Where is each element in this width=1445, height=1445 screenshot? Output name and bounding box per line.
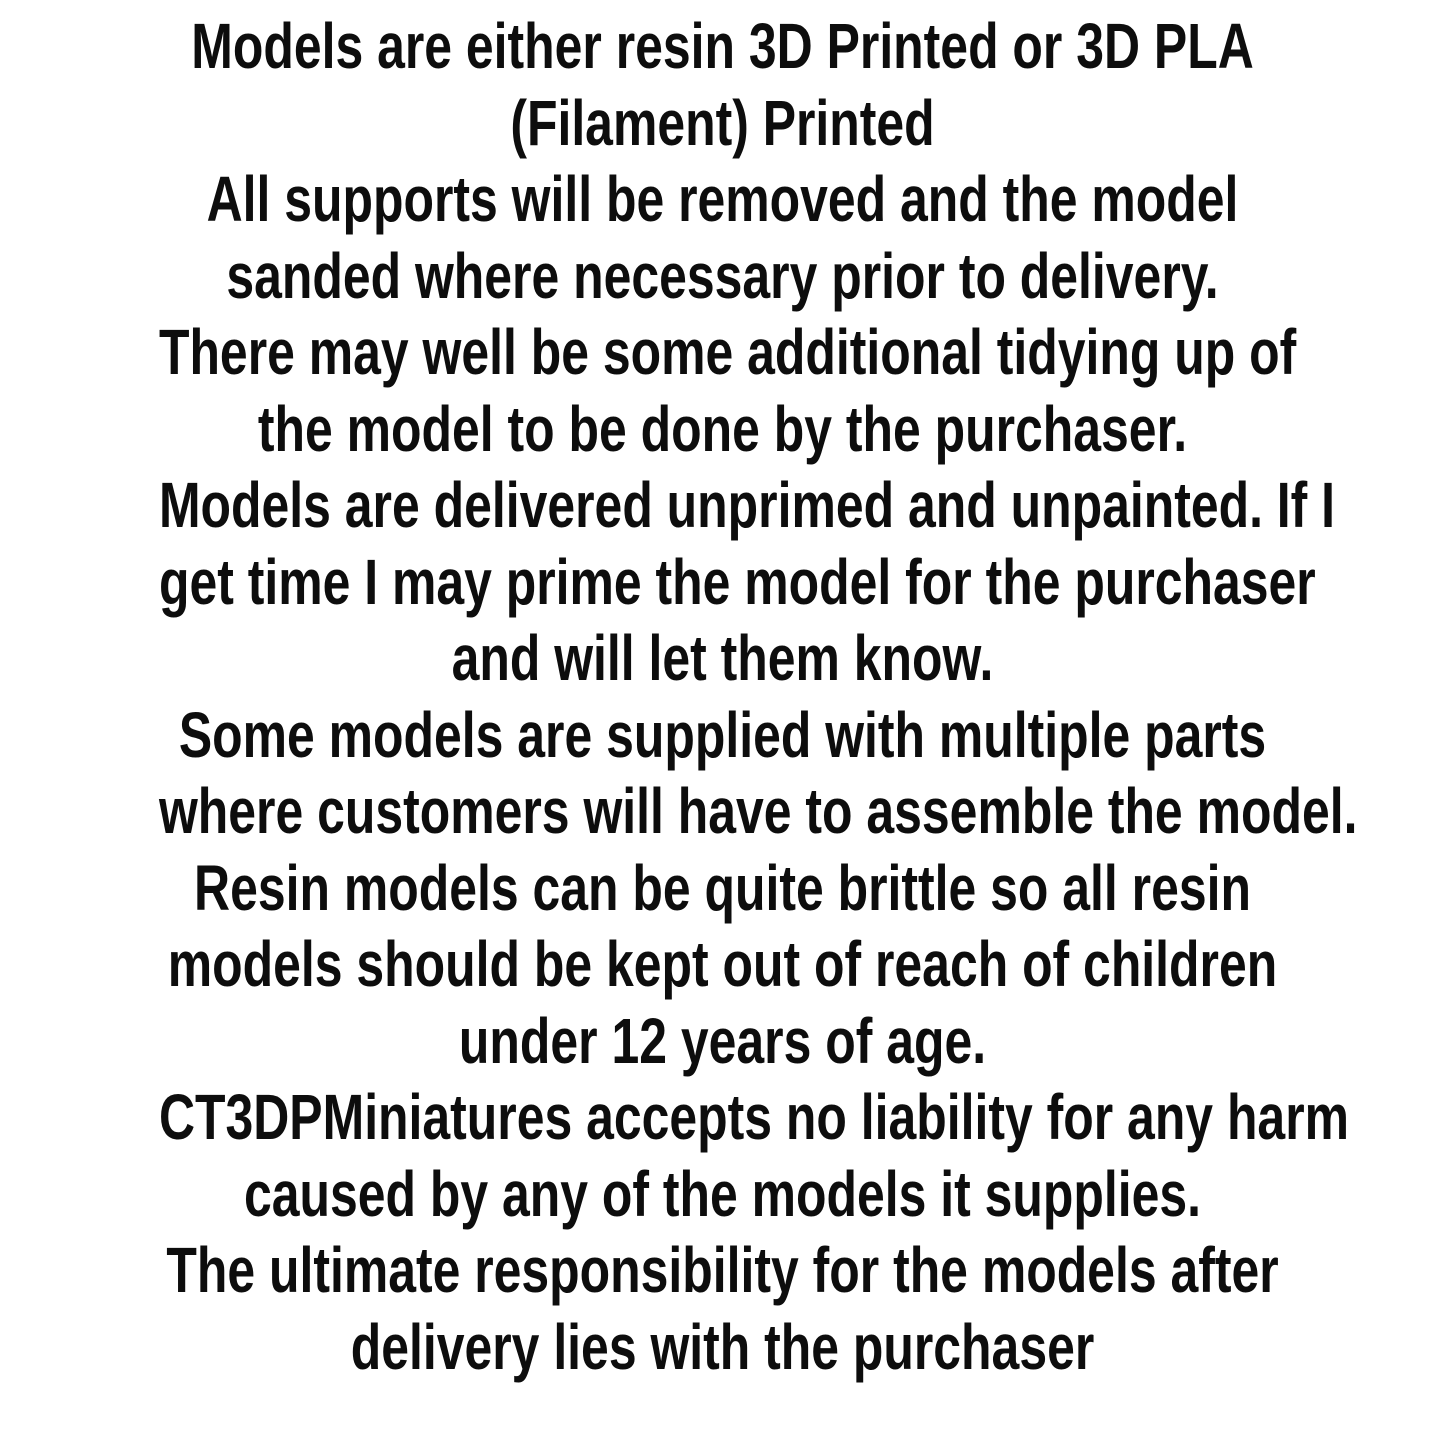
text-line: models should be kept out of reach of children <box>167 928 1278 1000</box>
text-line: under 12 years of age. <box>458 1004 987 1077</box>
text-line: caused by any of the models it supplies. <box>243 1157 1202 1230</box>
text-line: get time I may prime the model for the purchaser <box>158 545 1316 618</box>
text-line: sanded where necessary prior to delivery. <box>226 239 1219 312</box>
text-line: where customers will have to assemble the model. <box>158 775 1358 847</box>
text-line: and will let them know. <box>451 622 994 694</box>
text-line: Some models are supplied with multiple parts <box>178 698 1267 771</box>
text-line: All supports will be removed and the model <box>206 163 1239 235</box>
text-line: Models are delivered unprimed and unpainted. If I <box>158 469 1336 541</box>
text-line: Resin models can be quite brittle so all resin <box>194 851 1251 924</box>
text-line: delivery lies with the purchaser <box>350 1310 1095 1383</box>
text-line: There may well be some additional tidying up of <box>158 316 1297 388</box>
text-line: The ultimate responsibility for the models after <box>166 1234 1279 1306</box>
text-line: Models are either resin 3D Printed or 3D PLA <box>191 10 1254 82</box>
text-line: the model to be done by the purchaser. <box>257 392 1188 465</box>
text-line: CT3DPMiniatures accepts no liability for any harm <box>158 1081 1350 1153</box>
text-line: (Filament) Printed <box>510 86 935 159</box>
